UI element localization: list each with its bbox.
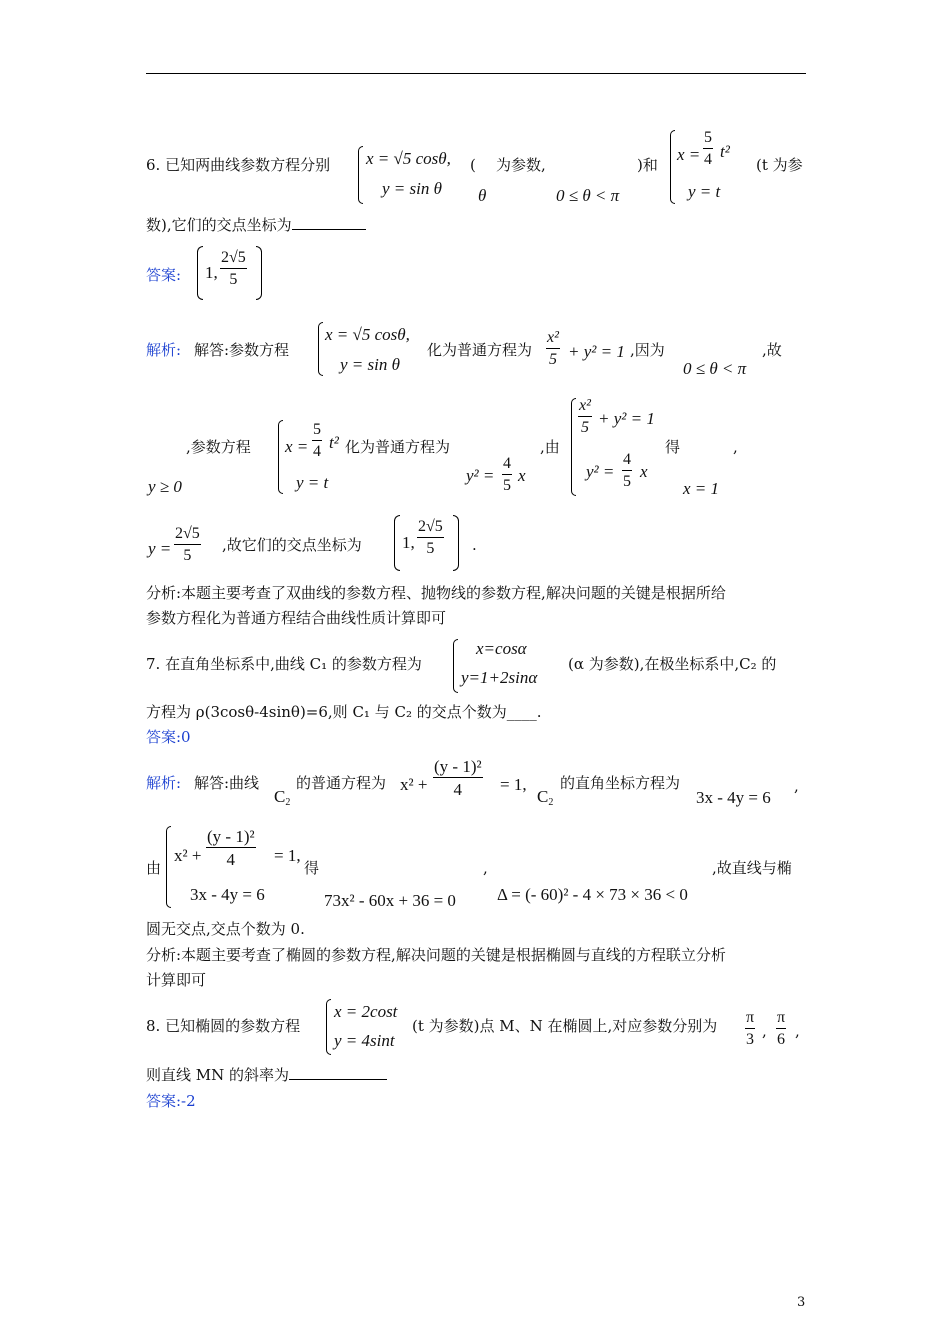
q6-note-mid: 为参数, xyxy=(496,156,546,174)
q7-comma: , xyxy=(794,777,799,795)
q6-sol-45-frac xyxy=(502,456,512,494)
q6-prefix: 6. 已知两曲线参数方程分别 xyxy=(146,156,331,174)
q7-sys2-frac xyxy=(206,828,256,868)
q8-rest: (t 为参数)点 M、N 在椭圆上,对应参数分别为 xyxy=(412,1017,718,1035)
q6-sol-final-num: 2√5 xyxy=(417,519,444,538)
q6-sol-sys2-x: x = xyxy=(285,437,309,456)
q7-c2-a: $C_2$ xyxy=(274,787,291,808)
q6-sol-d: ,故 xyxy=(762,341,782,359)
q6-sol-brace3-den2: 5 xyxy=(623,473,631,490)
q6-sol-eq1-num: x² xyxy=(546,330,560,349)
q6-sol-range: 0 ≤ θ < π xyxy=(683,359,747,378)
q6-sys1-y: y = sin θ xyxy=(382,179,442,198)
q7-x2: x² + xyxy=(400,775,428,794)
q6-sol-brace3-frac2 xyxy=(622,452,632,490)
q8-comma-2: , xyxy=(795,1022,800,1040)
q6-sol-brace3-frac xyxy=(578,398,592,436)
q7-analysis-1: 分析:本题主要考查了椭圆的参数方程,解决问题的关键是根据椭圆与直线的方程联立分析 xyxy=(146,946,726,964)
q6-frac-5-4 xyxy=(703,130,713,168)
q6-t2: t² xyxy=(720,142,730,161)
q7-frac-den: 4 xyxy=(453,780,463,799)
q6-sol-brace3-y2: y² = xyxy=(586,462,615,481)
q6-sol-1: 1, xyxy=(402,533,415,552)
q6-analysis-1: 分析:本题主要考查了双曲线的参数方程、抛物线的参数方程,解决问题的关键是根据所给 xyxy=(146,584,726,602)
q7-frac-num: (y - 1)² xyxy=(434,757,482,776)
q8-sys-x: x = 2cost xyxy=(334,1002,398,1021)
q7-final: 圆无交点,交点个数为 0. xyxy=(146,920,305,938)
q6-line2-text: 数),它们的交点坐标为 xyxy=(146,216,292,234)
q7-sys2-eq: = 1, xyxy=(274,846,301,865)
q7-eq1: = 1, xyxy=(500,775,527,794)
q6-frac-num: 5 xyxy=(703,130,713,149)
q6-sol-sys2-frac xyxy=(312,422,322,460)
q8-frac-pi6 xyxy=(776,1010,786,1048)
q6-sol-b: 化为普通方程为 xyxy=(427,341,533,359)
q6-blank xyxy=(292,229,366,230)
q6-answer-lparen xyxy=(197,246,203,300)
q7-sys-y: y=1+2sinα xyxy=(461,668,538,687)
q6-sol-rparen xyxy=(453,515,459,571)
q8-line2 xyxy=(146,1068,387,1083)
q6-note-open: ( xyxy=(470,156,476,174)
q6-sol-y-den: 5 xyxy=(183,547,192,564)
q6-sys2-y: y = t xyxy=(688,182,721,201)
q6-frac-den: 4 xyxy=(704,151,712,168)
q6-sol-i: ,故它们的交点坐标为 xyxy=(222,536,362,554)
q6-sol-eq1-frac xyxy=(546,330,560,368)
q6-sol-e: ,参数方程 xyxy=(186,438,251,456)
q7-frac xyxy=(433,758,483,798)
q6-sol-x1: x = 1 xyxy=(683,479,720,498)
q7-analysis-2: 计算即可 xyxy=(146,971,207,989)
q6-sol-brace-2 xyxy=(278,420,283,494)
q8-pi3-den: 3 xyxy=(746,1031,755,1048)
q6-sol-sys-x: x = √5 cosθ, xyxy=(325,325,410,344)
q6-sol-label: 解析: xyxy=(146,341,182,359)
q8-line2-text: 则直线 MN 的斜率为 xyxy=(146,1066,290,1084)
q6-brace-2 xyxy=(670,130,675,204)
q8-pi6-num: π xyxy=(776,1010,786,1029)
q7-de: 得 xyxy=(304,859,320,877)
q6-sol-brace3-x: x xyxy=(640,462,648,481)
q6-sys1-x: x = √5 cosθ, xyxy=(366,149,451,168)
q8-answer: 答案:-2 xyxy=(146,1092,196,1110)
q6-sol-sys2-den: 4 xyxy=(313,443,321,460)
q7-conclude: ,故直线与椭 xyxy=(712,859,792,877)
q6-sol-period: . xyxy=(472,536,477,554)
q6-sol-eq1-rest: + y² = 1 xyxy=(568,342,625,361)
q7-sol-label: 解析: xyxy=(146,774,182,792)
q7-quad: 73x² - 60x + 36 = 0 xyxy=(324,891,456,910)
q6-sol-a: 解答:参数方程 xyxy=(194,341,290,359)
q6-sol-y-frac xyxy=(174,526,201,564)
q6-sol-45-num: 4 xyxy=(502,456,512,475)
q6-sol-lparen xyxy=(394,515,400,571)
q6-sol-y2: y² = xyxy=(466,466,495,485)
q6-sol-c: ,因为 xyxy=(630,341,665,359)
q6-analysis-2: 参数方程化为普通方程结合曲线性质计算即可 xyxy=(146,609,447,627)
q6-sol-45-x: x xyxy=(518,466,526,485)
q6-sol-y-num: 2√5 xyxy=(174,526,201,545)
q7-sol-a: 解答:曲线 xyxy=(194,774,260,792)
q7-c2-b-c: C xyxy=(537,787,549,806)
q6-sol-f: 化为普通方程为 xyxy=(345,438,451,456)
header-rule xyxy=(146,73,806,74)
page-number: 3 xyxy=(797,1295,806,1310)
q6-sol-final-frac xyxy=(417,519,444,557)
q7-delta: Δ = (- 60)² - 4 × 73 × 36 < 0 xyxy=(497,885,688,904)
q7-you: 由 xyxy=(146,859,162,877)
q6-sys2-x: x = xyxy=(677,145,701,164)
q7-brace xyxy=(453,639,458,693)
q6-note-close: )和 xyxy=(637,156,658,174)
q6-sol-comma: , xyxy=(733,438,738,456)
q6-sol-brace3-num2: 4 xyxy=(622,452,632,471)
q6-sol-g: ,由 xyxy=(540,438,560,456)
q6-sol-45-den: 5 xyxy=(503,477,511,494)
q7-sys-x: x=cosα xyxy=(476,639,527,658)
q6-sol-sys2-y: y = t xyxy=(296,473,329,492)
q6-answer-1: 1, xyxy=(205,263,218,282)
q7-comma-2: , xyxy=(483,859,488,877)
q6-range: 0 ≤ θ < π xyxy=(556,186,620,205)
q8-sys-y: y = 4sint xyxy=(334,1031,395,1050)
q6-answer-frac xyxy=(220,250,247,288)
q6-answer-rparen xyxy=(256,246,262,300)
q6-sol-sys2-num: 5 xyxy=(312,422,322,441)
q6-answer-label: 答案: xyxy=(146,266,182,284)
q7-sys2-x2: x² + xyxy=(174,846,202,865)
q6-sol-sys2-t2: t² xyxy=(329,433,339,452)
q6-sol-sys-y: y = sin θ xyxy=(340,355,400,374)
q7-sol-c: 的直角坐标方程为 xyxy=(560,774,681,792)
q6-note2: (t 为参 xyxy=(756,156,803,174)
q8-frac-pi3 xyxy=(745,1010,755,1048)
q8-prefix: 8. 已知椭圆的参数方程 xyxy=(146,1017,301,1035)
q6-brace-1 xyxy=(358,146,363,204)
q6-sol-brace3-num: x² xyxy=(578,398,592,417)
q6-line2 xyxy=(146,218,366,233)
q8-brace xyxy=(326,999,331,1055)
q8-pi6-den: 6 xyxy=(777,1031,786,1048)
q7-sys2-line: 3x - 4y = 6 xyxy=(190,885,265,904)
q7-brace-2 xyxy=(166,826,171,908)
q6-sol-eq1-den: 5 xyxy=(548,351,557,368)
q6-answer-num: 2√5 xyxy=(220,250,247,269)
q7-c2-a-c: C xyxy=(274,787,286,806)
q6-sol-brace-3 xyxy=(571,398,576,496)
q6-answer-den: 5 xyxy=(229,271,238,288)
q6-sol-brace3-rest: + y² = 1 xyxy=(598,409,655,428)
q7-sys2-frac-den: 4 xyxy=(226,850,236,869)
q8-pi3-num: π xyxy=(745,1010,755,1029)
q7-line2: 方程为 ρ(3cosθ-4sinθ)=6,则 C₁ 与 C₂ 的交点个数为____. xyxy=(146,703,542,721)
q6-sol-brace-1 xyxy=(318,322,323,376)
q6-sol-final-den: 5 xyxy=(426,540,435,557)
q6-sol-h: 得 xyxy=(665,438,681,456)
q7-line-eq: 3x - 4y = 6 xyxy=(696,788,771,807)
q6-theta: θ xyxy=(478,186,487,205)
q7-rest: (α 为参数),在极坐标系中,C₂ 的 xyxy=(568,655,777,673)
q7-sol-b: 的普通方程为 xyxy=(296,774,387,792)
q6-sol-brace3-den: 5 xyxy=(580,419,589,436)
q7-prefix: 7. 在直角坐标系中,曲线 C₁ 的参数方程为 xyxy=(146,655,422,673)
q8-comma-1: , xyxy=(762,1022,767,1040)
q6-sol-y-eq: y = xyxy=(148,539,172,558)
q7-sys2-frac-num: (y - 1)² xyxy=(207,827,255,846)
q8-blank xyxy=(289,1079,387,1080)
q7-c2-b: $C_2$ xyxy=(537,787,554,808)
q7-answer: 答案:0 xyxy=(146,728,191,746)
q6-sol-y-ge: y ≥ 0 xyxy=(148,477,182,496)
